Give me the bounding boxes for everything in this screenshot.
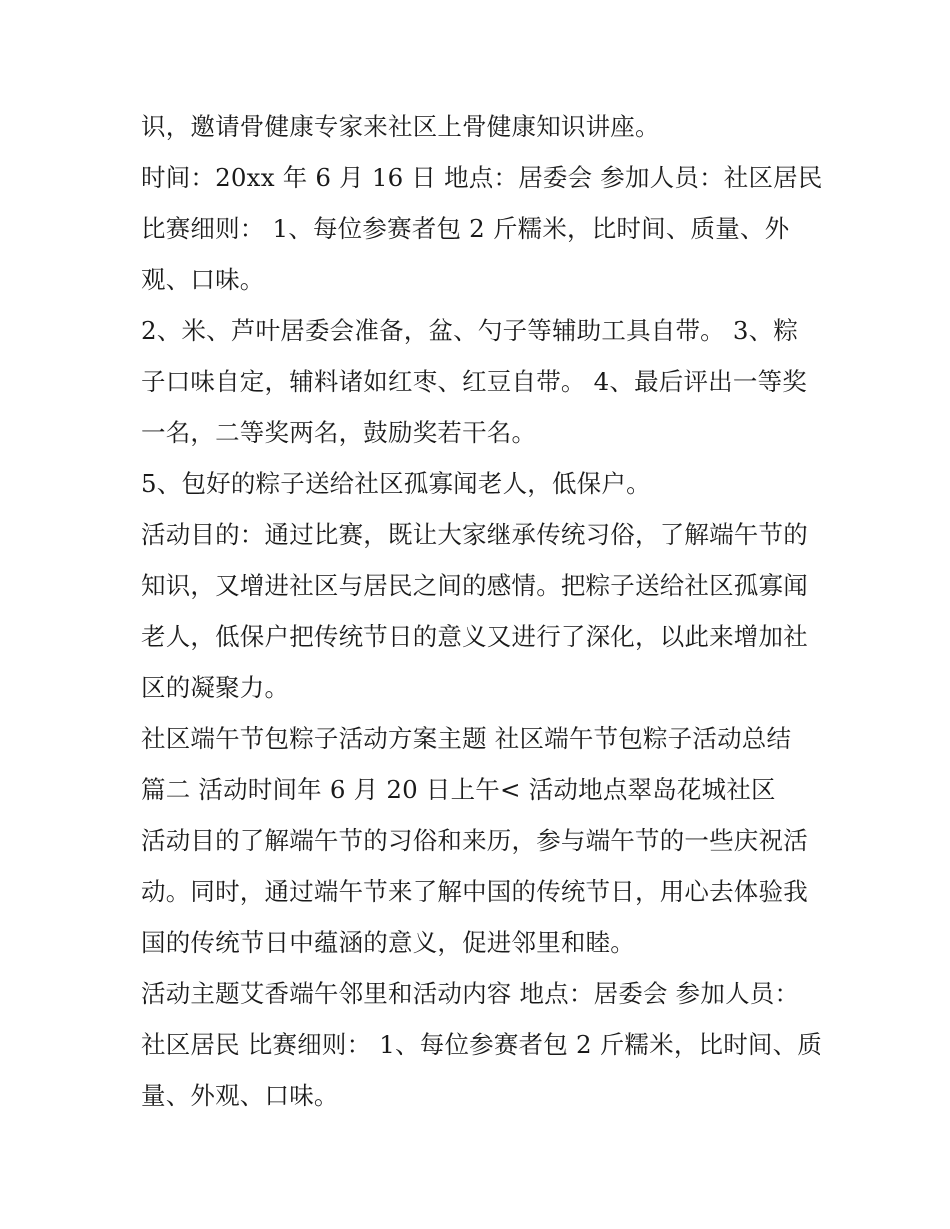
text-line: 老人，低保户把传统节日的意义又进行了深化，以此来增加社 xyxy=(141,622,808,651)
text-line: 动。同时，通过端午节来了解中国的传统节日，用心去体验我 xyxy=(141,877,808,906)
text-line: 活动主题艾香端午邻里和活动内容 地点：居委会 参加人员： xyxy=(141,979,800,1008)
text-line: 知识，又增进社区与居民之间的感情。把粽子送给社区孤寡闻 xyxy=(141,571,808,600)
text-line: 国的传统节日中蕴涵的意义，促进邻里和睦。 xyxy=(141,928,635,957)
text-line: 篇二 活动时间年 6 月 20 日上午< 活动地点翠岛花城社区 xyxy=(141,775,776,804)
text-line: 识，邀请骨健康专家来社区上骨健康知识讲座。 xyxy=(141,112,660,141)
text-line: 活动目的：通过比赛，既让大家继承传统习俗，了解端午节的 xyxy=(141,520,808,549)
text-line: 2、米、芦叶居委会准备，盆、勺子等辅助工具自带。 3、粽 xyxy=(141,316,799,345)
document-body xyxy=(141,101,821,1121)
text-line: 社区居民 比赛细则： 1、每位参赛者包 2 斤糯米，比时间、质 xyxy=(141,1030,823,1059)
text-line: 社区端午节包粽子活动方案主题 社区端午节包粽子活动总结 xyxy=(141,724,792,753)
text-line: 活动目的了解端午节的习俗和来历，参与端午节的一些庆祝活 xyxy=(141,826,808,855)
text-line: 5、包好的粽子送给社区孤寡闻老人，低保户。 xyxy=(141,469,651,498)
text-line: 区的凝聚力。 xyxy=(141,673,290,702)
text-line: 子口味自定，辅料诸如红枣、红豆自带。 4、最后评出一等奖 xyxy=(141,367,807,396)
text-line: 量、外观、口味。 xyxy=(141,1081,339,1110)
text-line: 观、口味。 xyxy=(141,265,265,294)
text-line: 一名，二等奖两名，鼓励奖若干名。 xyxy=(141,418,537,447)
text-line: 时间：20xx 年 6 月 16 日 地点：居委会 参加人员：社区居民 xyxy=(141,163,823,192)
text-line: 比赛细则： 1、每位参赛者包 2 斤糯米，比时间、质量、外 xyxy=(141,214,790,243)
